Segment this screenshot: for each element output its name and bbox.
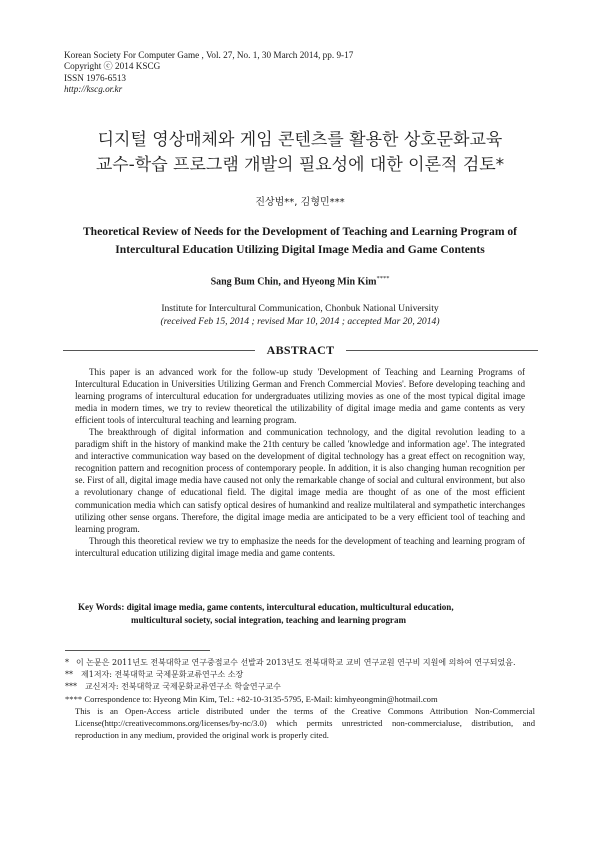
footnote-text: 이 논문은 2011년도 전북대학교 연구중점교수 선발과 2013년도 전북대학교 교비 연구교원 연구비 지원에 의하여 연구되었음. xyxy=(76,658,516,667)
footnote-text: 교신저자: 전북대학교 국제문화교류연구소 학술연구교수 xyxy=(85,682,281,691)
abstract-heading xyxy=(63,343,538,358)
journal-citation: Korean Society For Computer Game , Vol. 27, No. 1, 30 March 2014, pp. 9-17 xyxy=(64,50,354,60)
journal-header xyxy=(64,50,353,96)
footnote-text: Correspondence to: Hyeong Min Kim, Tel.: +82-10-3135-5795, E-Mail: kimhyeongmin@hotmail.com xyxy=(84,694,438,704)
footnote-correspondence xyxy=(65,693,535,705)
institution: Institute for Intercultural Communication, Chonbuk National University xyxy=(161,303,439,314)
english-title-line-1: Theoretical Review of Needs for the Development of Teaching and Learning Program of xyxy=(82,225,518,238)
abstract-rule-right xyxy=(346,350,538,351)
abstract-rule-left xyxy=(63,350,255,351)
submission-dates: (received Feb 15, 2014 ; revised Mar 10, 2014 ; accepted Mar 20, 2014) xyxy=(160,316,440,328)
footnote-mark: * xyxy=(65,658,69,667)
footnotes xyxy=(65,657,535,741)
keywords-line-2: multicultural society, social integration, teaching and learning program xyxy=(131,615,406,625)
footnote-corresponding-author xyxy=(65,681,535,693)
abstract-paragraph-2: The breakthrough of digital information and communication technology, and the digital revolution leading to a paradigm shift in the history of mankind make the 21th century be called 'knowledge and information age'. The integrated and interactive communication way based on the development of digital technology has a great effect on recognition way, recognition pattern and recognition process of contemporary people. In addition, it is also changing human recognition per se. First of all, digital image media have caused not only the remarkable change of social and cultural environment, but also a revolutionary change of educational field. The digital image media are thought of as one of the most efficient communication media which can satisfy optical desires of humankind and realize multilateral and sympathetic interchanges utilizing other sense organs. Therefore, the digital image media are anticipated to be a very efficient tool of teaching and learning program. xyxy=(75,427,525,534)
abstract-paragraph-3: Through this theoretical review we try to emphasize the needs for the development of teaching and learning program of intercultural education utilizing digital image media and game contents. xyxy=(75,535,525,558)
footnote-text: 제1저자: 전북대학교 국제문화교류연구소 소장 xyxy=(81,670,244,679)
abstract-body xyxy=(75,366,525,559)
footnote-mark: *** xyxy=(65,682,77,691)
korean-title-line-2: 교수-학습 프로그램 개발의 필요성에 대한 이론적 검토* xyxy=(95,155,505,175)
footnote-first-author xyxy=(65,669,535,681)
abstract-paragraph-1: This paper is an advanced work for the follow-up study 'Development of Teaching and Learning Programs of Intercultural Education in Universities Utilizing German and French Commercial Movies'. Before developing teaching and learning programs of intercultural education for undergraduates utilizing movies as one of the most typical digital image media in modern times, we try to review theoretical the utilizability of digital image media and game contents as very efficient tools of intercultural teaching and learning program. xyxy=(75,367,525,426)
journal-url[interactable]: http://kscg.or.kr xyxy=(64,84,123,95)
footnote-funding xyxy=(65,657,535,669)
footnote-separator xyxy=(65,650,210,651)
open-access-notice: This is an Open-Access article distributed under the terms of the Creative Commons Attribution Non-Commercial License(http://creativecommons.org/licenses/by-nc/3.0) which permits unrestricted non-commercialuse, distribution, and reproduction in any medium, provided the original work is properly cited. xyxy=(75,706,535,740)
english-authors-names: Sang Bum Chin, and Hyeong Min Kim xyxy=(210,276,377,288)
keywords-line-1: digital image media, game contents, intercultural education, multicultural education, xyxy=(126,602,454,612)
keywords-label: Key Words: xyxy=(78,602,125,612)
affiliation-block xyxy=(0,302,600,328)
english-title-line-2: Intercultural Education Utilizing Digital Image Media and Game Contents xyxy=(115,242,485,256)
author-footnote-mark: **** xyxy=(376,275,390,282)
korean-authors: 진상범**, 김형민*** xyxy=(255,197,345,208)
english-title xyxy=(0,223,600,258)
korean-title-line-1: 디지털 영상매체와 게임 콘텐츠를 활용한 상호문화교육 xyxy=(97,130,503,150)
issn-line: ISSN 1976-6513 xyxy=(64,72,127,83)
abstract-label: ABSTRACT xyxy=(266,343,335,357)
keywords xyxy=(78,601,528,627)
footnote-mark: ** xyxy=(65,670,73,679)
footnote-mark: **** xyxy=(65,694,83,704)
copyright-line: Copyright ⓒ 2014 KSCG xyxy=(64,61,161,72)
korean-title xyxy=(0,128,600,178)
english-authors xyxy=(0,275,600,287)
